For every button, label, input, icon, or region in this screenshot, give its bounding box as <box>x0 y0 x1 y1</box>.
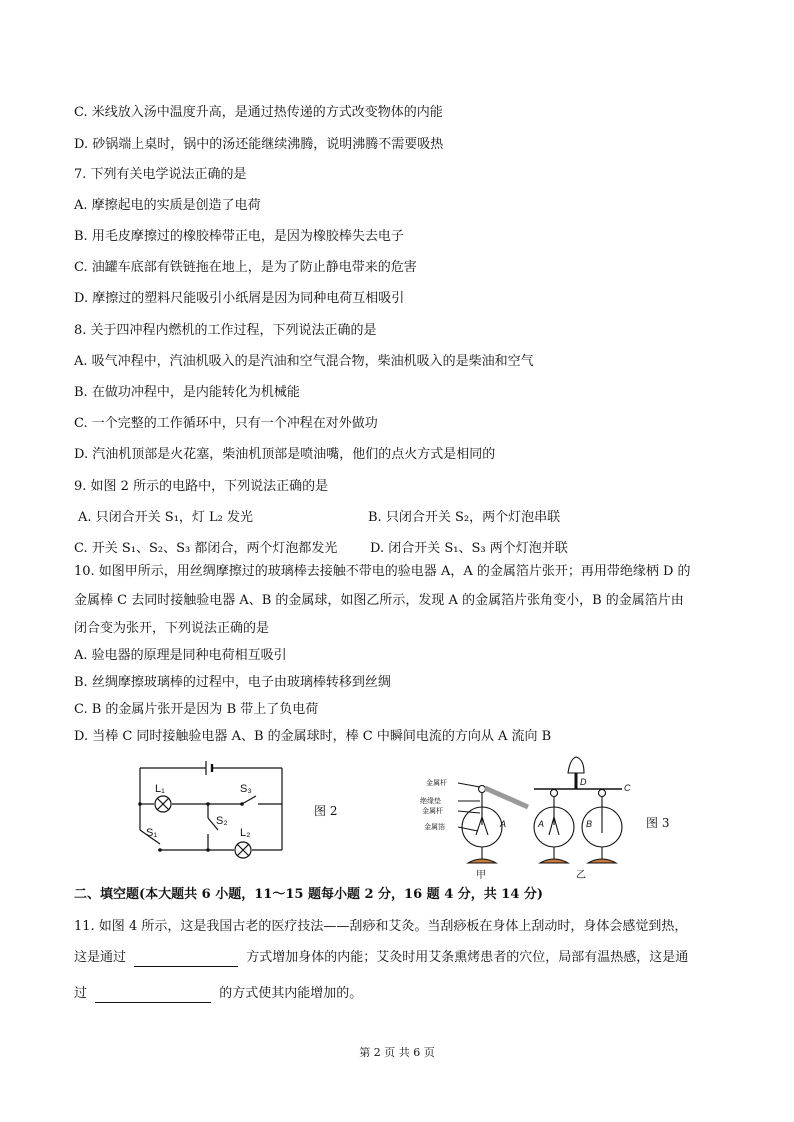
q9-option-b: B. 只闭合开关 S₂，两个灯泡串联 <box>368 510 561 525</box>
label-foil-rod: 金属杆 <box>422 808 443 815</box>
q9-option-a: A. 只闭合开关 S₁，灯 L₂ 发光 <box>78 510 254 525</box>
q11-blank-2[interactable] <box>95 988 211 1003</box>
q9-option-c: C. 开关 S₁、S₂、S₃ 都闭合，两个灯泡都发光 <box>74 541 338 556</box>
q9-option-d: D. 闭合开关 S₁、S₃ 两个灯泡并联 <box>370 541 568 556</box>
label-B-yi: B <box>586 819 593 829</box>
q7-stem: 7. 下列有关电学说法正确的是 <box>74 167 247 182</box>
q9-stem: 9. 如图 2 所示的电路中，下列说法正确的是 <box>74 479 329 494</box>
q8-option-d: D. 汽油机顶部是火花塞，柴油机顶部是喷油嘴，他们的点火方式是相同的 <box>74 447 496 462</box>
label-rod: 金属杆 <box>426 780 447 787</box>
q7-option-a: A. 摩擦起电的实质是创造了电荷 <box>74 198 261 213</box>
q11-line2 <box>74 949 688 967</box>
q11-blank-1[interactable] <box>134 952 238 967</box>
q10-option-c: C. B 的金属片张开是因为 B 带上了负电荷 <box>74 702 319 717</box>
q11-line3-post: 的方式使其内能增加的。 <box>219 986 363 1001</box>
q7-option-b: B. 用毛皮摩擦过的橡胶棒带正电，是因为橡胶棒失去电子 <box>74 229 404 244</box>
q7-option-c: C. 油罐车底部有铁链拖在地上，是为了防止静电带来的危害 <box>74 260 417 275</box>
label-A-jia: A <box>500 819 507 829</box>
label-L1: L₁ <box>155 783 165 795</box>
circuit-diagram <box>130 758 310 860</box>
q10-option-a: A. 验电器的原理是同种电荷相互吸引 <box>74 648 287 663</box>
section-2-title: 二、填空题(本大题共 6 小题，11～15 题每小题 2 分，16 题 4 分，共 14 分) <box>74 887 544 902</box>
label-A-yi: A <box>538 819 545 829</box>
electroscope-diagram <box>418 755 638 880</box>
q10-option-d: D. 当棒 C 同时接触验电器 A、B 的金属球时，棒 C 中瞬间电流的方向从 A 流向 B <box>74 729 552 744</box>
q8-option-b: B. 在做功冲程中，是内能转化为机械能 <box>74 385 300 400</box>
label-S3: S₃ <box>240 783 252 795</box>
label-yi: 乙 <box>576 870 586 880</box>
q10-stem-line2: 金属棒 C 去同时接触验电器 A、B 的金属球，如图乙所示，发现 A 的金属箔片张角变小，B 的金属箔片由 <box>74 593 684 608</box>
label-C: C <box>624 783 631 793</box>
q11-line2-pre: 这是通过 <box>74 950 127 965</box>
page-footer: 第 2 页 共 6 页 <box>359 1046 435 1059</box>
label-L2: L₂ <box>240 827 251 839</box>
q10-stem-line3: 闭合变为张开，下列说法正确的是 <box>74 621 270 636</box>
q11-line3-pre: 过 <box>74 986 88 1001</box>
q6-option-d: D. 砂锅端上桌时，锅中的汤还能继续沸腾，说明沸腾不需要吸热 <box>74 137 444 152</box>
q10-option-b: B. 丝绸摩擦玻璃棒的过程中，电子由玻璃棒转移到丝绸 <box>74 675 391 690</box>
q11-line3 <box>74 985 362 1003</box>
label-sheath: 绝缘垫 <box>420 798 441 805</box>
figure-3-label: 图 3 <box>646 816 670 830</box>
label-foil: 金属箔 <box>424 824 445 831</box>
label-D: D <box>580 777 587 787</box>
label-S1: S₁ <box>146 827 158 839</box>
label-S2: S₂ <box>216 815 228 827</box>
q8-option-a: A. 吸气冲程中，汽油机吸入的是汽油和空气混合物，柴油机吸入的是柴油和空气 <box>74 354 534 369</box>
figure-2-label: 图 2 <box>314 804 338 818</box>
q11-line1: 11. 如图 4 所示，这是我国古老的医疗技法——刮痧和艾灸。当刮痧板在身体上刮动时，身体会感觉到热， <box>74 919 688 934</box>
q8-option-c: C. 一个完整的工作循环中，只有一个冲程在对外做功 <box>74 416 378 431</box>
q6-option-c: C. 米线放入汤中温度升高，是通过热传递的方式改变物体的内能 <box>74 105 443 120</box>
label-jia: 甲 <box>476 870 486 880</box>
q10-stem-line1: 10. 如图甲所示，用丝绸摩擦过的玻璃棒去接触不带电的验电器 A，A 的金属箔片张开；再用带绝缘柄 D 的 <box>74 564 691 579</box>
q11-line2-post: 方式增加身体的内能；艾灸时用艾条熏烤患者的穴位，局部有温热感，这是通 <box>246 950 689 965</box>
q7-option-d: D. 摩擦过的塑料尺能吸引小纸屑是因为同种电荷互相吸引 <box>74 291 405 306</box>
q8-stem: 8. 关于四冲程内燃机的工作过程，下列说法正确的是 <box>74 323 377 338</box>
